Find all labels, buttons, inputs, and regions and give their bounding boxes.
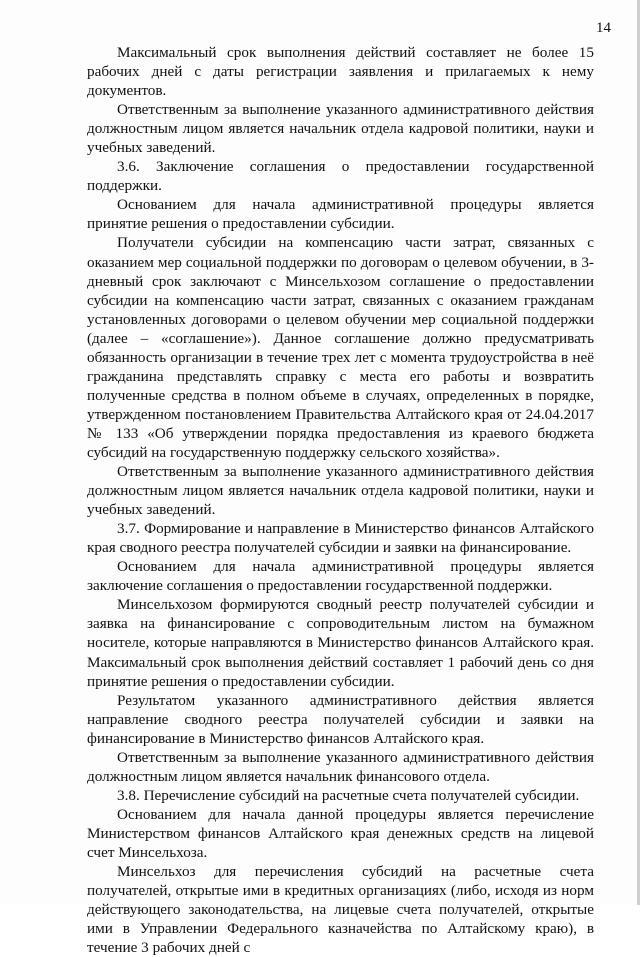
paragraph: Ответственным за выполнение указанного административного действия должностным лицом является начальник финансового отдела.	[87, 748, 594, 785]
paragraph: Результатом указанного административного действия является направление сводного реестра получателей субсидии и заявки на финансирование в Министерство финансов Алтайского края.	[87, 691, 594, 747]
paragraph: Ответственным за выполнение указанного административного действия должностным лицом является начальник отдела кадровой политики, науки и учебных заведений.	[87, 101, 594, 157]
paragraph: Минсельхозом формируются сводный реестр получателей субсидии и заявка на финансирование с сопроводительным листом на бумажном носителе, которые направляются в Министерство финансов Алтайского края. Максимальный срок выполнения действий составляет 1 рабочий день со дня принятие решения о предоставлении субсидии.	[87, 596, 594, 690]
section-heading-3-7: 3.7. Формирование и направление в Министерство финансов Алтайского края сводного реестра получателей субсидии и заявки на финансирование.	[87, 520, 594, 557]
section-heading-3-6: 3.6. Заключение соглашения о предоставлении государственной поддержки.	[87, 158, 594, 195]
section-heading-3-8: 3.8. Перечисление субсидий на расчетные счета получателей субсидии.	[117, 786, 580, 804]
paragraph: Ответственным за выполнение указанного административного действия должностным лицом является начальник отдела кадровой политики, науки и учебных заведений.	[87, 463, 594, 519]
paragraph: Получатели субсидии на компенсацию части затрат, связанных с оказанием мер социальной поддержки по договорам о целевом обучении, в 3-дневный срок заключают с Минсельхозом соглашение о предоставлении субсидии на компенсацию части затрат, связанных с оказанием гражданам установленных договорами о целевом обучении мер социальной поддержки (далее – «соглашение»). Данное соглашение должно предусматривать обязанность организации в течение трех лет с момента трудоустройства в неё гражданина представлять справку с места его работы и возвратить полученные средства в полном объеме в случаях, определенных в порядке, утвержденном постановлением Правительства Алтайского края от 24.04.2017 № 133 «Об утверждении порядка предоставления из краевого бюджета субсидий на государственную поддержку сельского хозяйства».	[87, 234, 594, 461]
document-body	[87, 43, 594, 957]
page-number: 14	[596, 20, 611, 36]
paragraph: Максимальный срок выполнения действий составляет не более 15 рабочих дней с даты регистрации заявления и прилагаемых к нему документов.	[87, 44, 594, 100]
paragraph: Основанием для начала данной процедуры является перечисление Министерством финансов Алтайского края денежных средств на лицевой счет Минсельхоза.	[87, 805, 594, 861]
paragraph: Основанием для начала административной процедуры является принятие решения о предоставлении субсидии.	[87, 196, 594, 233]
paragraph: Основанием для начала административной процедуры является заключение соглашения о предоставлении государственной поддержки.	[87, 558, 594, 595]
paragraph: Минсельхоз для перечисления субсидий на расчетные счета получателей, открытые ими в кредитных организациях (либо, исходя из норм действующего законодательства, на лицевые счета получателей, открытые ими в Управлении Федерального казначейства по Алтайскому краю), в течение 3 рабочих дней с	[87, 863, 594, 957]
